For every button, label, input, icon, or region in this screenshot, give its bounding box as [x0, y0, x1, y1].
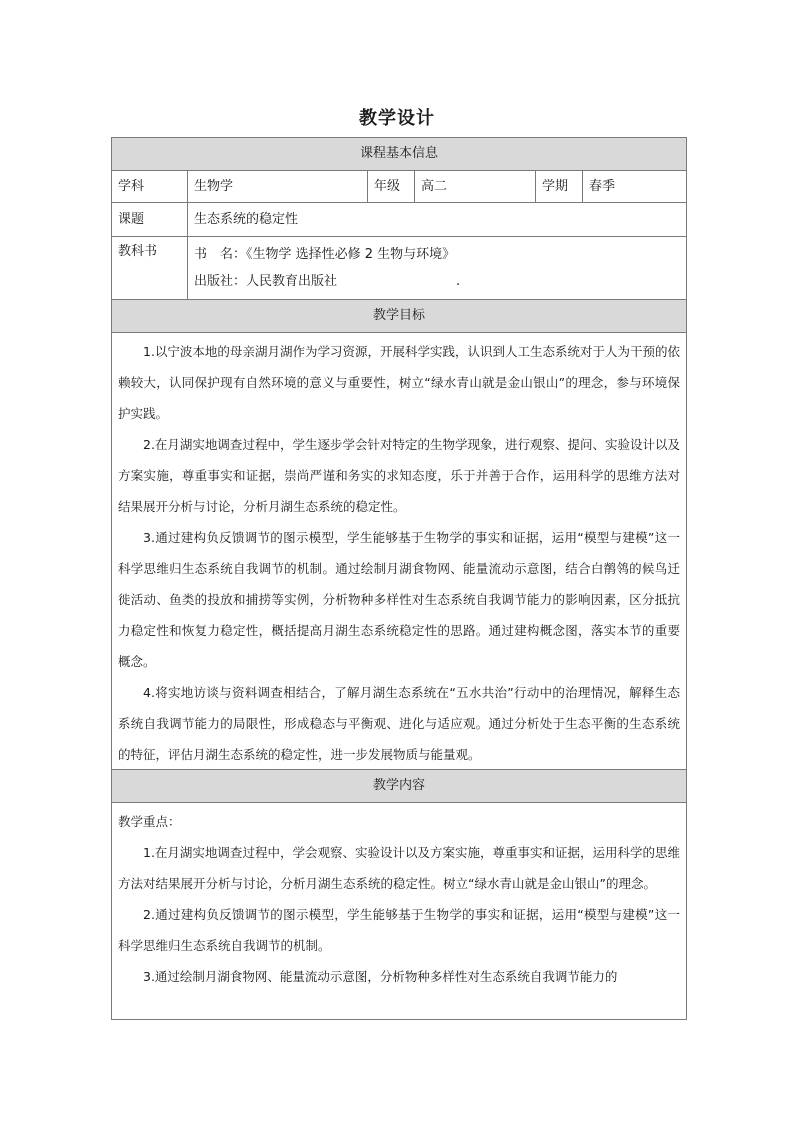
objective-item: 2.在月湖实地调查过程中，学生逐步学会针对特定的生物学现象，进行观察、提问、实验设计以及方案实施，尊重事实和证据，崇尚严谨和务实的求知态度，乐于并善于合作，运用科学的思维方法对结果展开分析与讨论，分析月湖生态系统的稳定性。	[118, 437, 680, 514]
textbook-label: 教科书	[112, 237, 188, 299]
textbook-details	[188, 237, 686, 299]
objectives-list	[112, 333, 686, 770]
content-body	[112, 803, 686, 1019]
objectives-content	[112, 333, 686, 770]
design-table	[111, 137, 687, 1020]
book-name-line: 书 名：《生物学 选择性必修 2 生物与环境》	[194, 247, 456, 262]
content-item: 2.通过建构负反馈调节的图示模型，学生能够基于生物学的事实和证据，运用“模型与建模”这一科学思维归生态系统自我调节的机制。	[118, 907, 680, 953]
content-item: 1.在月湖实地调查过程中，学会观察、实验设计以及方案实施，尊重事实和证据，运用科学的思维方法对结果展开分析与讨论，分析月湖生态系统的稳定性。树立“绿水青山就是金山银山”的理念。	[118, 845, 680, 891]
subject-row	[112, 171, 686, 203]
subject-value: 生物学	[188, 171, 368, 202]
grade-value: 高二	[415, 171, 536, 202]
topic-label: 课题	[112, 203, 188, 236]
topic-row	[112, 203, 686, 237]
focus-label: 教学重点：	[118, 814, 181, 829]
objective-item: 4.将实地访谈与资料调查相结合，了解月湖生态系统在“五水共治”行动中的治理情况，解释生态系统自我调节能力的局限性，形成稳态与平衡观、进化与适应观。通过分析处于生态平衡的生态系统的特征，评估月湖生态系统的稳定性，进一步发展物质与能量观。	[118, 685, 680, 762]
publisher-tail: .	[456, 274, 461, 289]
objectives-header: 教学目标	[112, 300, 686, 333]
topic-value: 生态系统的稳定性	[194, 212, 299, 227]
term-value: 春季	[589, 179, 616, 194]
basic-info-header: 课程基本信息	[112, 138, 686, 171]
textbook-row	[112, 237, 686, 300]
objective-item: 1.以宁波本地的母亲湖月湖作为学习资源，开展科学实践，认识到人工生态系统对于人为干预的依赖较大，认同保护现有自然环境的意义与重要性，树立“绿水青山就是金山银山”的理念，参与环境保护实践。	[118, 344, 680, 421]
publisher-text: 出版社：人民教育出版社	[194, 274, 338, 289]
content-item: 3.通过绘制月湖食物网、能量流动示意图，分析物种多样性对生态系统自我调节能力的	[143, 969, 618, 984]
term-label: 学期	[536, 171, 583, 202]
grade-label: 年级	[368, 171, 415, 202]
subject-label: 学科	[112, 171, 188, 202]
objective-item: 3.通过建构负反馈调节的图示模型，学生能够基于生物学的事实和证据，运用“模型与建模”这一科学思维归生态系统自我调节的机制。通过绘制月湖食物网、能量流动示意图，结合白鹡鸰的候鸟迁徙活动、鱼类的投放和捕捞等实例，分析物种多样性对生态系统自我调节能力的影响因素，区分抵抗力稳定性和恢复力稳定性，概括提高月湖生态系统稳定性的思路。通过建构概念图，落实本节的重要概念。	[118, 530, 680, 669]
content-list	[112, 803, 686, 992]
publisher-line	[194, 268, 680, 295]
page-title: 教学设计	[359, 108, 435, 129]
content-header: 教学内容	[112, 770, 686, 803]
